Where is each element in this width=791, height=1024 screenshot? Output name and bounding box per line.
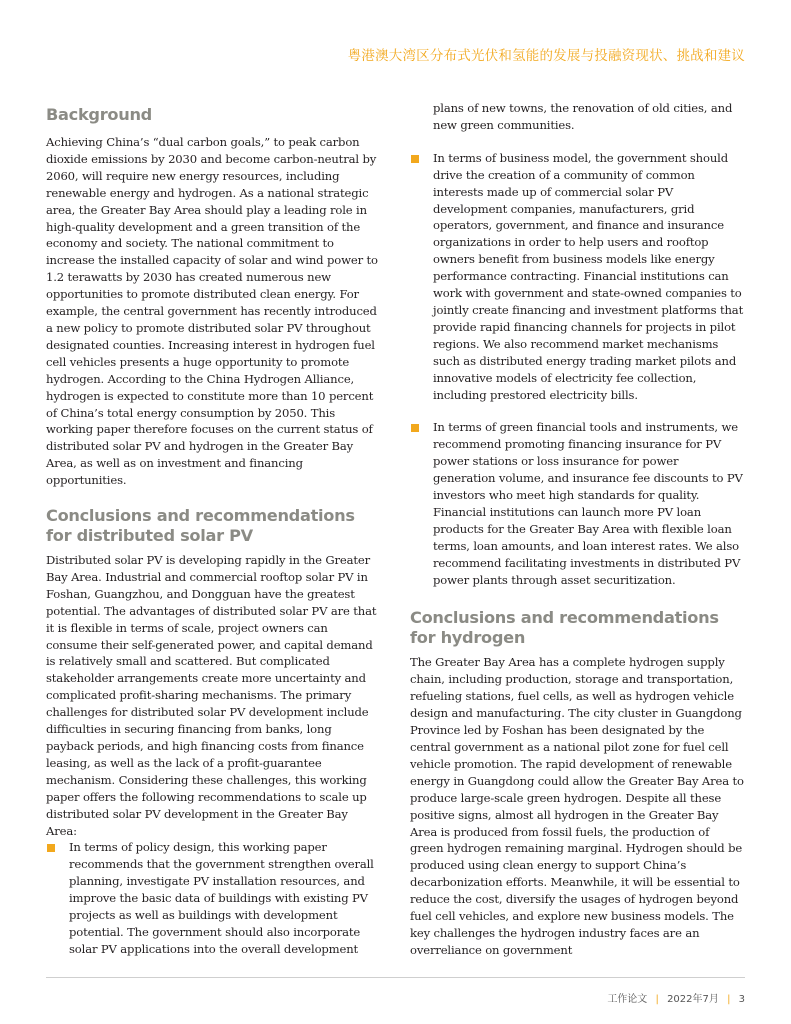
hydrogen-body: The Greater Bay Area has a complete hydrogen supply chain, including production, storage and transportation, refueling stations, fuel cells, as well as hydrogen vehicle design and manufacturing. The city cluster in Guangdong Province led by Foshan has been designated by the central government as a national pilot zone for fuel cell vehicle promotion. The rapid development of renewable energy in Guangdong could allow the Greater Bay Area to produce large-scale green hydrogen. Despite all these positive signs, almost all hydrogen in the Greater Bay Area is produced from fossil fuels, the production of green hydrogen remaining marginal. Hydrogen should be produced using clean energy to support China’s decarbonization efforts. Meanwhile, it will be essential to reduce the cost, diversify the usages of hydrogen beyond fuel cell vehicles, and explore new business models. The key challenges the hydrogen industry faces are an overreliance on government	[410, 655, 744, 957]
right-column	[410, 100, 744, 959]
solar-bullet-list	[46, 839, 380, 957]
solar-heading-line1: Conclusions and recommendations	[46, 506, 355, 526]
bullet-business-text: In terms of business model, the government should drive the creation of a community of common interests made up of commercial solar PV development companies, manufacturers, grid operators, government, and finance and insurance organizations in order to help users and rooftop owners benefit from business models like energy performance contracting. Financial institutions can work with government and state-owned companies to jointly create financing and investment platforms that provide rapid financing channels for projects in pilot regions. We also recommend market mechanisms such as distributed energy trading market pilots and innovative models of electricity fee collection, including prestored electricity bills.	[433, 150, 744, 402]
background-heading: Background	[46, 105, 152, 124]
bullet-business-model	[410, 150, 744, 404]
square-bullet-icon	[47, 844, 55, 852]
square-bullet-icon	[411, 424, 419, 432]
footer-date: 2022年7月	[667, 994, 719, 1005]
page-footer	[607, 990, 745, 1005]
hydrogen-heading-line2: for hydrogen	[410, 628, 526, 648]
bullet-finance-text: In terms of green financial tools and instruments, we recommend promoting financing insurance for PV power stations or loss insurance for power generation volume, and insurance fee discounts to PV investors who meet high standards for quality. Financial institutions can launch more PV loan products for the Greater Bay Area with flexible loan terms, loan amounts, and loan interest rates. We also recommend facilitating investments in distributed PV power plants through asset securitization.	[433, 420, 743, 587]
solar-bullet-list-continued	[410, 150, 744, 589]
footer-separator: |	[727, 994, 731, 1005]
bullet-policy-text: In terms of policy design, this working paper recommends that the government strengthen overall planning, investigate PV installation resources, and improve the basic data of buildings with existing PV projects as well as buildings with development potential. The government should also incorporate solar PV applications into the overall development	[69, 840, 374, 956]
bullet-green-finance	[410, 419, 744, 588]
page-number: 3	[738, 994, 745, 1005]
solar-body: Distributed solar PV is developing rapidly in the Greater Bay Area. Industrial and commercial rooftop solar PV in Foshan, Guangzhou, and Dongguan have the greatest potential. The advantages of distributed solar PV are that it is flexible in terms of scale, project owners can consume their self-generated power, and capital demand is relatively small and scattered. But complicated stakeholder arrangements create more uncertainty and complicated profit-sharing mechanisms. The primary challenges for distributed solar PV development include difficulties in securing financing from banks, long payback periods, and high financing costs from finance leasing, as well as the lack of a profit-guarantee mechanism. Considering these challenges, this working paper offers the following recommendations to scale up distributed solar PV development in the Greater Bay Area:	[46, 553, 377, 838]
footer-separator: |	[655, 994, 659, 1005]
bullet-policy-design	[46, 839, 380, 957]
solar-heading-line2: for distributed solar PV	[46, 526, 253, 546]
footer-divider	[46, 977, 745, 978]
solar-heading	[46, 506, 380, 546]
left-column	[46, 100, 380, 974]
background-body: Achieving China’s “dual carbon goals,” to peak carbon dioxide emissions by 2030 and become carbon-neutral by 2060, will require new energy resources, including renewable energy and hydrogen. As a national strategic area, the Greater Bay Area should play a leading role in high-quality development and a green transition of the economy and society. The national commitment to increase the installed capacity of solar and wind power to 1.2 terawatts by 2030 has created numerous new opportunities to promote distributed clean energy. For example, the central government has recently introduced a new policy to promote distributed solar PV throughout designated counties. Increasing interest in hydrogen fuel cell vehicles presents a huge opportunity to promote hydrogen. According to the China Hydrogen Alliance, hydrogen is expected to constitute more than 10 percent of China’s total energy consumption by 2050. This working paper therefore focuses on the current status of distributed solar PV and hydrogen in the Greater Bay Area, as well as on investment and financing opportunities.	[46, 135, 378, 488]
running-title: 粤港澳大湾区分布式光伏和氢能的发展与投融资现状、挑战和建议	[347, 48, 745, 64]
hydrogen-heading	[410, 608, 744, 648]
hydrogen-heading-line1: Conclusions and recommendations	[410, 608, 719, 628]
square-bullet-icon	[411, 155, 419, 163]
bullet-policy-continuation: plans of new towns, the renovation of old cities, and new green communities.	[433, 101, 733, 132]
footer-doc-type: 工作论文	[607, 994, 648, 1005]
